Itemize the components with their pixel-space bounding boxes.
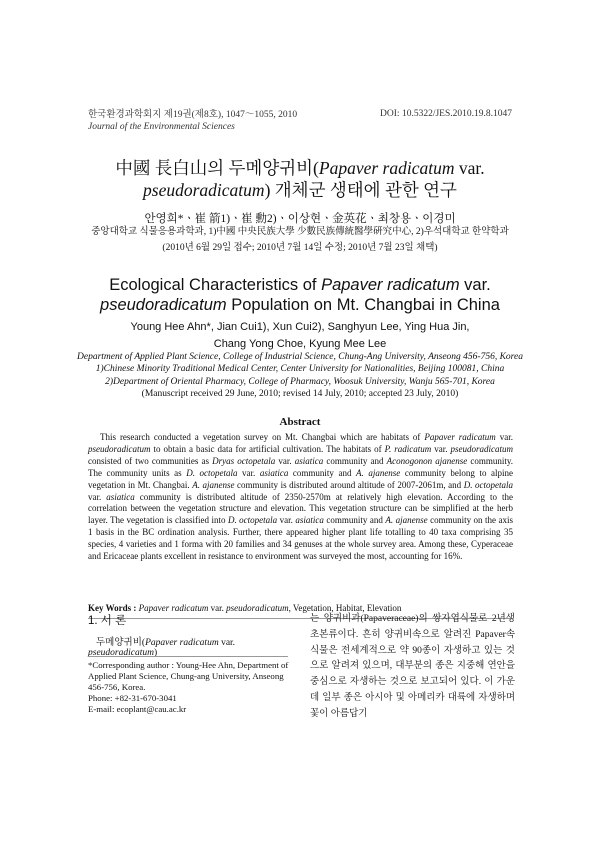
english-authors-line1: Young Hee Ahn*, Jian Cui1), Xun Cui2), Sanghyun Lee, Ying Hua Jin, bbox=[130, 321, 470, 333]
journal-header bbox=[88, 109, 297, 133]
affiliation-1: Department of Applied Plant Science, College of Industrial Science, Chung-Ang University, Anseong 456-756, Korea bbox=[77, 352, 523, 362]
keywords-label: Key Words : bbox=[88, 603, 139, 613]
korean-title-rest: ) 개체군 생태에 관한 연구 bbox=[264, 180, 457, 200]
english-dates: (Manuscript received 29 June, 2010; revised 14 July, 2010; accepted 23 July, 2010) bbox=[141, 389, 459, 399]
english-title-var: var. bbox=[459, 276, 491, 294]
footnote bbox=[88, 660, 292, 715]
footnote-phone: Phone: +82-31-670-3041 bbox=[88, 693, 177, 703]
korean-title-text: 中國 長白山의 두메양귀비( bbox=[115, 158, 319, 178]
english-authors-line2: Chang Yong Choe, Kyung Mee Lee bbox=[213, 338, 387, 350]
korean-title-variety: pseudoradicatum bbox=[143, 180, 265, 200]
english-title-species: Papaver radicatum bbox=[321, 276, 460, 294]
section-title: 1. 서 론 bbox=[88, 615, 127, 627]
korean-title-species: Papaver radicatum bbox=[318, 158, 455, 178]
keywords: Key Words : Papaver radicatum var. pseudoradicatum, Vegetation, Habitat, Elevation bbox=[88, 603, 402, 613]
journal-name-english: Journal of the Environmental Sciences bbox=[88, 122, 235, 132]
footnote-divider bbox=[88, 656, 288, 657]
intro-right-text: 는 양귀비과(Papaveraceae)의 쌍자엽식물로 2년생 초본류이다. 흔히 양귀비속으로 알려진 Papaver속 식물은 전세계적으로 약 90종이 자생하고 있는 것으로 알려져 있으며, 대부분의 종은 지중해 연안을 중심으로 자생하는 것으로 보고되어 있다. 이 가운데 일부 종은 아시아 및 아메리카 대륙에 자생하며 꽃이 아름답기 bbox=[310, 614, 515, 719]
english-affiliations bbox=[60, 351, 540, 388]
intro-left-text: 두메양귀비(Papaver radicatum var. pseudoradicatum) bbox=[88, 638, 236, 658]
english-authors bbox=[60, 319, 540, 353]
abstract-heading: Abstract bbox=[279, 416, 321, 428]
korean-title-var: var. bbox=[454, 158, 485, 178]
english-title bbox=[60, 275, 540, 315]
journal-name-korean: 한국환경과학회지 제19권(제8호), 1047～1055, 2010 bbox=[88, 110, 298, 120]
footnote-corresponding: *Corresponding author : Young-Hee Ahn, Department of Applied Plant Science, Chung-ang University, Anseong 456-756, Korea. bbox=[88, 660, 289, 692]
english-title-variety: pseudoradicatum bbox=[100, 296, 227, 314]
korean-affiliation: 중앙대학교 식물응용과학과, 1)中國 中央民族大學 少數民族傳統醫學硏究中心, 2)우석대학교 한약학과 bbox=[91, 227, 509, 237]
footnote-email: E-mail: ecoplant@cau.ac.kr bbox=[88, 704, 187, 714]
english-title-text: Ecological Characteristics of bbox=[109, 276, 322, 294]
korean-authors: 안영희*ㆍ崔 箭1)ㆍ崔 勳2)ㆍ이상현ㆍ金英花ㆍ최창용ㆍ이경미 bbox=[144, 213, 456, 225]
affiliation-3: 2)Department of Oriental Pharmacy, College of Pharmacy, Woosuk University, Wanju 565-701, Korea bbox=[105, 376, 495, 387]
abstract-body: This research conducted a vegetation survey on Mt. Changbai which are habitats of Papaver radicatum var. pseudoradicatum to obtain a basic data for artificial cultivation. The habitats of P. radicatum var. pseudoradicatum consisted of two communities as Dryas octopetala var. asiatica community and Aconogonon ajanense community. The community units as D. octopetala var. asiatica community and A. ajanense community belong to alpine vegetation in Mt. Changbai. A. ajanense community is distributed around altitude of 2007-2061m, and D. octopetala var. asiatica community is distributed altitude of 2350-2570m at relatively high elevation. According to the correlation between the vegetation structure and elevation. This vegetation structure can be simplified at the herb layer. The vegetation is classified into D. octopetala var. asiatica community and A. ajanense community on the axis 1 basis in the BC ordination analysis. Further, there appeared higher plant life totalling to 40 taxa comprising 35 species, 4 varieties and 1 forma with 20 families and 34 genuses at the whole survey area. Among these, Cyperaceae and Ericaceae plants excellent in resistance to environment was surveyed the most, accounting for 16%. bbox=[88, 432, 514, 562]
korean-title bbox=[70, 157, 530, 201]
korean-dates: (2010년 6월 29일 접수; 2010년 7월 14일 수정; 2010년 7월 23일 채택) bbox=[162, 243, 438, 253]
affiliation-2: 1)Chinese Minority Traditional Medical Center, Center University for Nationalities, Beijing 100081, China bbox=[95, 364, 505, 375]
english-title-rest: Population on Mt. Changbai in China bbox=[226, 296, 500, 314]
doi-label: DOI: 10.5322/JES.2010.19.8.1047 bbox=[380, 109, 512, 119]
